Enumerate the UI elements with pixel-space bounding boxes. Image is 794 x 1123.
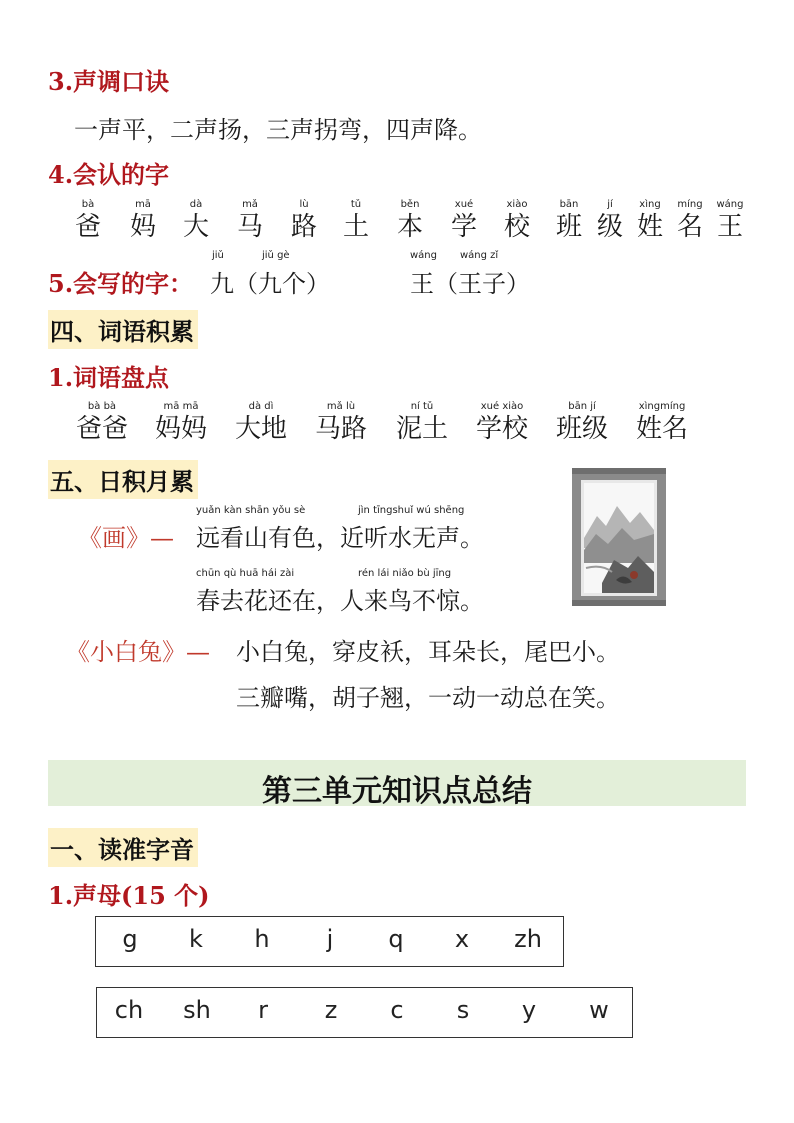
- landscape-scroll-painting: [572, 468, 666, 606]
- vocab-word: [552, 400, 612, 444]
- vocab-word: [72, 400, 132, 444]
- initial-letter: r: [258, 996, 268, 1024]
- recognize-char: [113, 198, 173, 242]
- char-hanzi: 大: [182, 212, 209, 242]
- word-pinyin: xué xiào: [480, 401, 524, 412]
- poem-2-line-1: 小白兔，穿皮袄，耳朵长，尾巴小。: [236, 638, 620, 666]
- initial-letter: ch: [114, 996, 144, 1024]
- word-pinyin: xìngmíng: [638, 401, 686, 412]
- initial-letter: j: [326, 925, 334, 953]
- initial-letter: sh: [183, 996, 211, 1024]
- poem-2-title: 《小白兔》—: [66, 638, 210, 666]
- initial-letter: q: [388, 925, 404, 953]
- initial-letter: k: [189, 925, 203, 953]
- char-hanzi: 妈: [129, 212, 156, 242]
- section-3-heading: 3.声调口诀: [48, 67, 170, 96]
- char-hanzi: 学: [450, 212, 477, 242]
- poem-1-line-2-pinyin-b: rén lái niǎo bù jīng: [358, 568, 452, 579]
- initial-letter: y: [521, 996, 537, 1024]
- initial-letter: w: [589, 996, 609, 1024]
- char-pinyin: xiào: [506, 199, 528, 210]
- recognize-char: [326, 198, 386, 242]
- section-4-heading: 4.会认的字: [48, 160, 170, 189]
- write-word-1-pinyin: jiǔ gè: [262, 250, 290, 261]
- char-pinyin: tǔ: [350, 199, 362, 210]
- char-pinyin: xué: [454, 199, 474, 210]
- word-pinyin: ní tǔ: [410, 401, 434, 412]
- poem-2-line-2: 三瓣嘴，胡子翘，一动一动总在笑。: [236, 684, 620, 712]
- write-word-2: （王子）: [434, 270, 530, 298]
- initial-letter: x: [454, 925, 470, 953]
- char-pinyin: bān: [559, 199, 579, 210]
- vocab-word: [231, 400, 291, 444]
- char-hanzi: 姓: [636, 212, 663, 242]
- recognize-char: [220, 198, 280, 242]
- word-pinyin: mǎ lù: [326, 401, 356, 412]
- word-pinyin: mā mā: [163, 401, 199, 412]
- vocab-sub-heading: 1.词语盘点: [48, 363, 170, 392]
- poem-1-line-1-pinyin-b: jìn tīngshuǐ wú shēng: [358, 505, 465, 516]
- char-hanzi: 王: [716, 212, 743, 242]
- char-hanzi: 班: [555, 212, 582, 242]
- tone-rhyme-text: 一声平，二声扬，三声拐弯，四声降。: [74, 116, 482, 144]
- char-pinyin: jí: [607, 199, 613, 210]
- daily-accumulation-heading: 五、日积月累: [48, 460, 198, 499]
- recognize-char: [274, 198, 334, 242]
- word-hanzi: 妈妈: [154, 414, 207, 444]
- word-hanzi: 泥土: [395, 414, 448, 444]
- char-hanzi: 路: [290, 212, 317, 242]
- vocab-word: [151, 400, 211, 444]
- word-hanzi: 大地: [234, 414, 287, 444]
- word-pinyin: bà bà: [87, 401, 117, 412]
- word-pinyin: dà dì: [248, 401, 274, 412]
- char-hanzi: 本: [396, 212, 423, 242]
- char-pinyin: dà: [189, 199, 203, 210]
- poem-1-title: 《画》—: [78, 524, 174, 552]
- char-hanzi: 爸: [74, 212, 101, 242]
- char-hanzi: 校: [503, 212, 530, 242]
- char-hanzi: 级: [596, 212, 623, 242]
- char-hanzi: 名: [676, 212, 703, 242]
- char-pinyin: bà: [81, 199, 95, 210]
- char-pinyin: mǎ: [242, 199, 258, 210]
- char-pinyin: míng: [677, 199, 703, 210]
- section-5-heading: 5.会写的字：: [48, 269, 194, 298]
- word-hanzi: 爸爸: [75, 414, 128, 444]
- initial-letter: s: [456, 996, 470, 1024]
- initial-letter: c: [390, 996, 404, 1024]
- word-hanzi: 姓名: [635, 414, 688, 444]
- vocab-word: [311, 400, 371, 444]
- recognize-char: [166, 198, 226, 242]
- poem-1-line-2-pinyin-a: chūn qù huā hái zài: [196, 568, 295, 579]
- recognize-char: [58, 198, 118, 242]
- write-char-2-pinyin: wáng: [410, 250, 437, 261]
- initial-letter: z: [324, 996, 338, 1024]
- recognize-char: [434, 198, 494, 242]
- poem-1-line-1: 远看山有色，近听水无声。: [196, 524, 484, 552]
- initial-letter: h: [254, 925, 270, 953]
- recognize-char: [487, 198, 547, 242]
- vocab-word: [472, 400, 532, 444]
- word-pinyin: bān jí: [568, 401, 596, 412]
- char-pinyin: mā: [135, 199, 151, 210]
- recognize-char: [700, 198, 760, 242]
- initial-letter: zh: [514, 925, 542, 953]
- vocab-word: [632, 400, 692, 444]
- word-hanzi: 学校: [475, 414, 528, 444]
- initials-box-row-2: [96, 987, 633, 1038]
- word-hanzi: 马路: [314, 414, 367, 444]
- char-hanzi: 马: [236, 212, 263, 242]
- initials-sub-heading: 1.声母(15 个): [48, 881, 210, 910]
- poem-1-line-2: 春去花还在，人来鸟不惊。: [196, 587, 484, 615]
- char-pinyin: běn: [400, 199, 420, 210]
- initials-box-row-1: [95, 916, 564, 967]
- char-pinyin: xìng: [639, 199, 661, 210]
- write-word-2-pinyin: wáng zǐ: [460, 250, 499, 261]
- char-hanzi: 土: [342, 212, 369, 242]
- vocab-section-heading: 四、词语积累: [48, 310, 198, 349]
- unit-3-banner: [48, 760, 746, 809]
- char-pinyin: lù: [299, 199, 309, 210]
- poem-1-line-1-pinyin-a: yuǎn kàn shān yǒu sè: [196, 505, 306, 516]
- unit-3-title: 第三单元知识点总结: [262, 774, 532, 809]
- write-word-1: （九个）: [234, 270, 330, 298]
- pronunciation-heading: 一、读准字音: [48, 828, 198, 867]
- vocab-word: [392, 400, 452, 444]
- write-char-2: 王: [410, 270, 434, 298]
- write-char-1: 九: [210, 270, 234, 298]
- initial-letter: g: [122, 925, 138, 953]
- write-char-1-pinyin: jiǔ: [212, 250, 224, 261]
- char-pinyin: wáng: [716, 199, 744, 210]
- word-hanzi: 班级: [555, 414, 608, 444]
- recognize-char: [380, 198, 440, 242]
